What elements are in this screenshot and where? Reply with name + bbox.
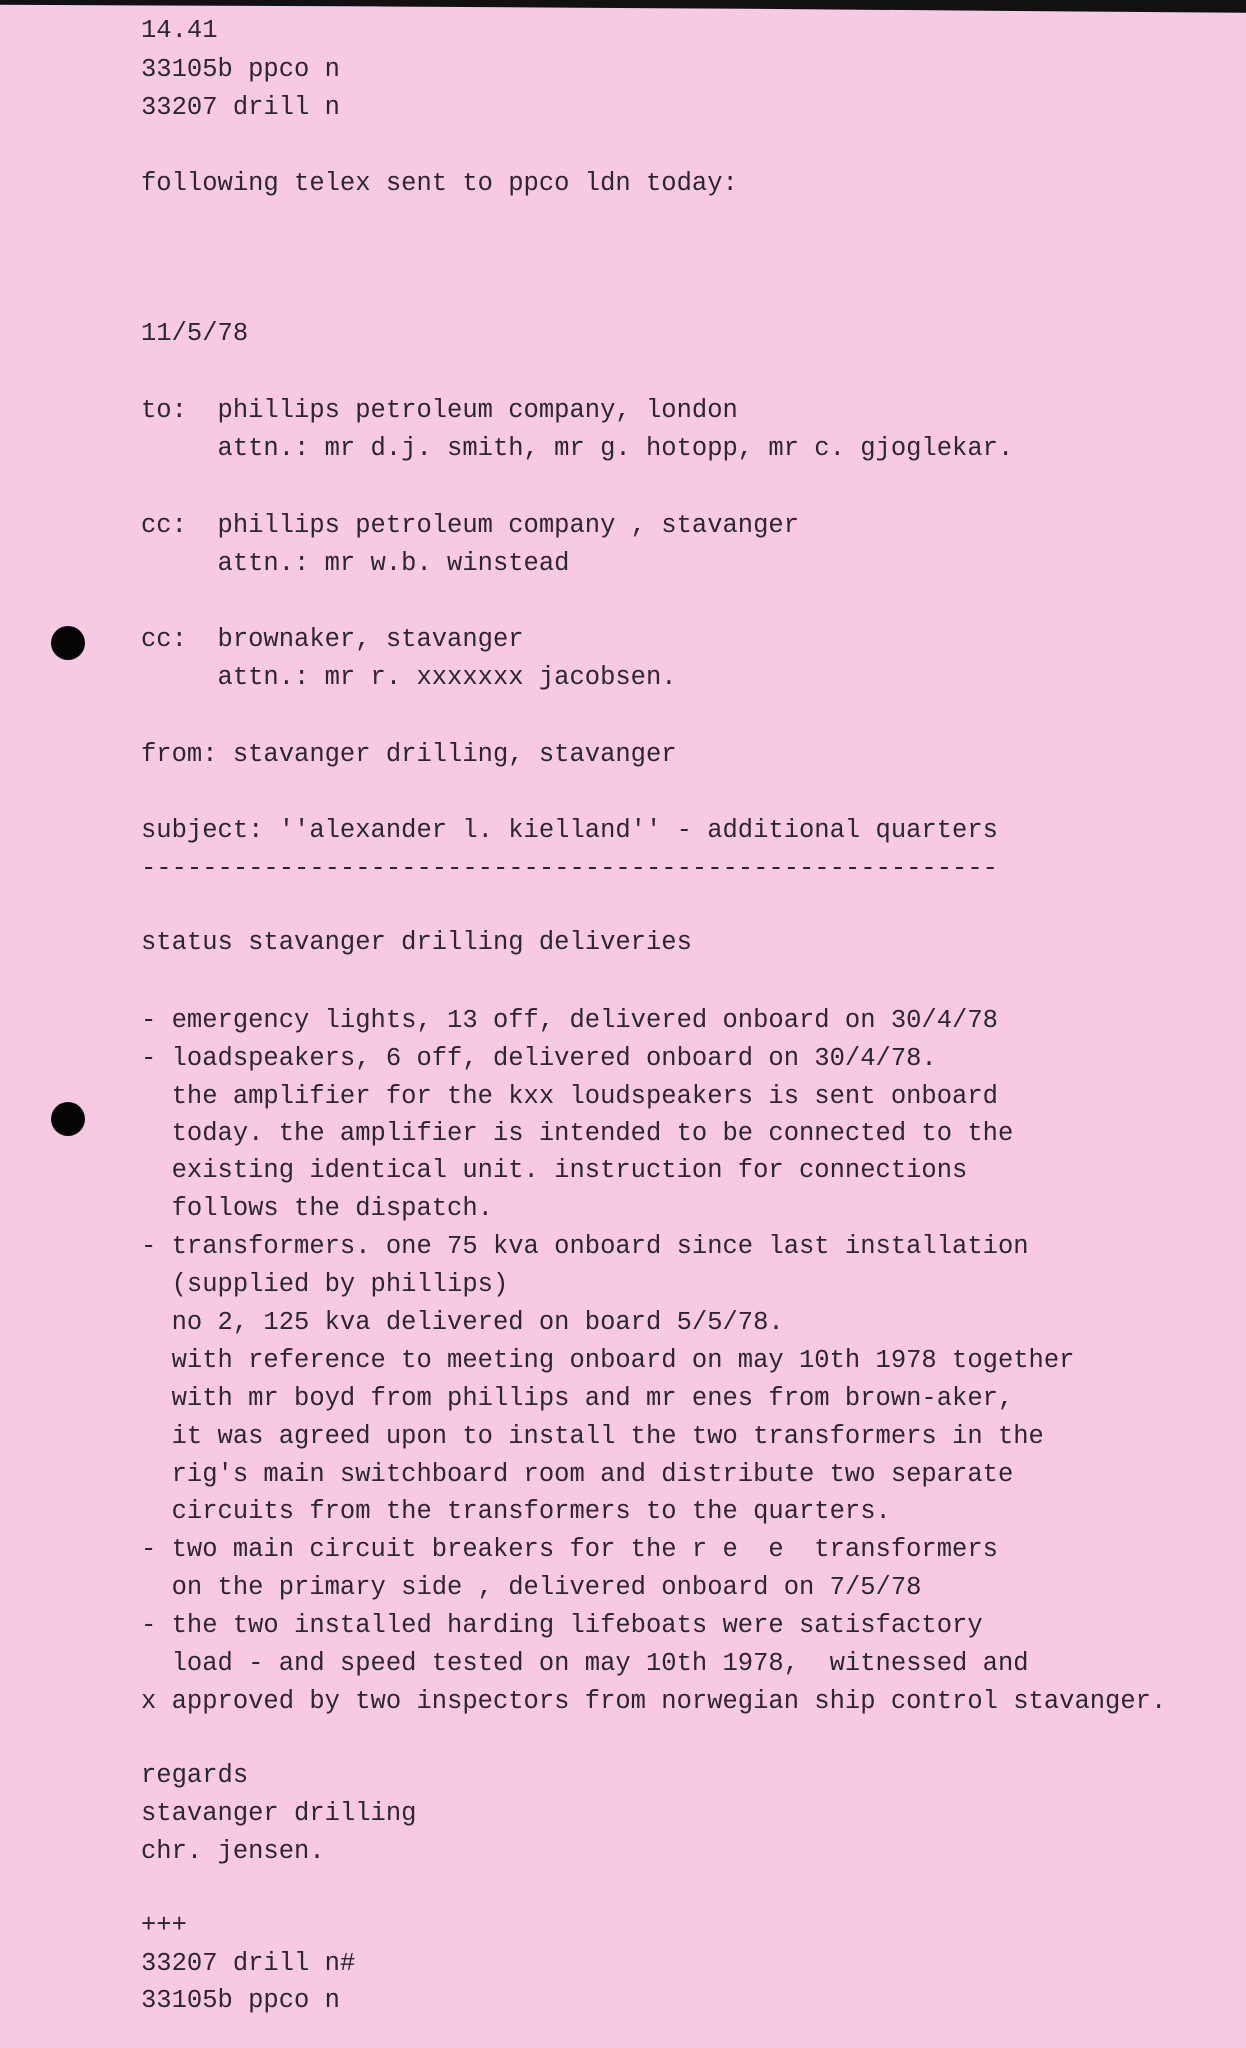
text-line: cc: brownaker, stavanger xyxy=(141,625,524,654)
text-line: following telex sent to ppco ldn today: xyxy=(141,169,738,198)
text-line: - emergency lights, 13 off, delivered onboard on 30/4/78 xyxy=(141,1006,998,1035)
text-line: 11/5/78 xyxy=(141,319,249,348)
text-line: to: phillips petroleum company, london xyxy=(141,396,738,425)
text-line: it was agreed upon to install the two transformers in the xyxy=(141,1422,1044,1451)
text-line: - transformers. one 75 kva onboard since last installation xyxy=(141,1232,1029,1261)
text-line: regards xyxy=(141,1761,249,1790)
punch-hole xyxy=(51,1102,85,1136)
text-line: +++ xyxy=(141,1911,187,1940)
text-line: today. the amplifier is intended to be connected to the xyxy=(141,1119,1014,1148)
text-line: 33207 drill n xyxy=(141,93,340,122)
text-line: attn.: mr w.b. winstead xyxy=(141,549,570,578)
text-line: (supplied by phillips) xyxy=(141,1270,509,1299)
text-line: - loadspeakers, 6 off, delivered onboard on 30/4/78. xyxy=(141,1044,937,1073)
text-line: no 2, 125 kva delivered on board 5/5/78. xyxy=(141,1308,784,1337)
text-line: - the two installed harding lifeboats were satisfactory xyxy=(141,1611,983,1640)
text-line: 33207 drill n# xyxy=(141,1949,356,1978)
text-line: the amplifier for the kxx loudspeakers is sent onboard xyxy=(141,1082,998,1111)
text-line: 14.41 xyxy=(141,16,218,45)
punch-hole xyxy=(51,626,85,660)
text-line: with reference to meeting onboard on may 10th 1978 together xyxy=(141,1346,1075,1375)
text-line: attn.: mr d.j. smith, mr g. hotopp, mr c. gjoglekar. xyxy=(141,434,1014,463)
text-line: load - and speed tested on may 10th 1978, witnessed and xyxy=(141,1649,1029,1678)
text-line: stavanger drilling xyxy=(141,1799,417,1828)
text-line: on the primary side , delivered onboard on 7/5/78 xyxy=(141,1573,922,1602)
text-line: chr. jensen. xyxy=(141,1837,325,1866)
text-line: from: stavanger drilling, stavanger xyxy=(141,740,677,769)
text-line: 33105b ppco n xyxy=(141,1986,340,2015)
text-line: follows the dispatch. xyxy=(141,1194,493,1223)
text-line: subject: ''alexander l. kielland'' - additional quarters xyxy=(141,816,998,845)
text-line: 33105b ppco n xyxy=(141,55,340,84)
text-line: circuits from the transformers to the quarters. xyxy=(141,1497,891,1526)
text-line: attn.: mr r. xxxxxxx jacobsen. xyxy=(141,663,677,692)
text-line: existing identical unit. instruction for connections xyxy=(141,1156,968,1185)
scan-top-edge xyxy=(0,0,1246,16)
text-line: with mr boyd from phillips and mr enes from brown-aker, xyxy=(141,1384,1014,1413)
text-line: cc: phillips petroleum company , stavanger xyxy=(141,511,800,540)
text-line: -------------------------------------------------------- xyxy=(141,854,998,883)
text-line: status stavanger drilling deliveries xyxy=(141,928,692,957)
text-line: x approved by two inspectors from norwegian ship control stavanger. xyxy=(141,1687,1167,1716)
text-line: - two main circuit breakers for the r e e transformers xyxy=(141,1535,998,1564)
text-line: rig's main switchboard room and distribute two separate xyxy=(141,1460,1014,1489)
